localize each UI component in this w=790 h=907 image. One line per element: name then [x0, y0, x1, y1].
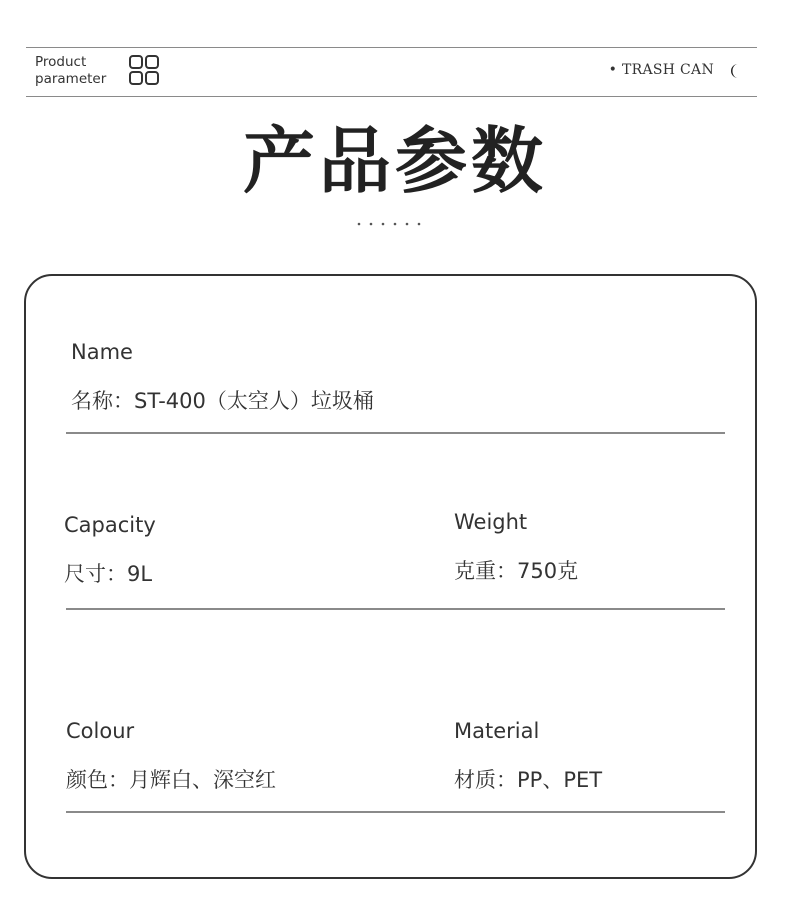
material-label: Material — [454, 719, 540, 743]
header-bottom-rule — [26, 96, 757, 97]
header-left-line1: Product — [35, 54, 87, 70]
moon-icon — [727, 62, 741, 80]
name-value: 名称：ST-400（太空人）垃圾桶 — [71, 389, 374, 413]
colour-separator — [66, 811, 725, 813]
colour-value: 颜色：月辉白、深空红 — [66, 768, 276, 792]
header-left-line2: parameter — [35, 71, 107, 87]
header-right-label: • TRASH CAN — [608, 62, 714, 78]
name-label: Name — [71, 340, 133, 364]
header-top-rule — [26, 47, 757, 48]
decor-dots — [355, 219, 425, 229]
weight-label: Weight — [454, 510, 528, 534]
name-separator — [66, 432, 725, 434]
header-left-label — [35, 54, 106, 88]
capacity-value: 尺寸：9L — [64, 562, 153, 586]
capacity-separator — [66, 608, 725, 610]
colour-label: Colour — [66, 719, 135, 743]
grid-icon — [129, 55, 160, 86]
page-title: 产品参数 — [242, 119, 547, 203]
weight-value: 克重：750克 — [454, 559, 579, 583]
material-value: 材质：PP、PET — [454, 768, 603, 792]
capacity-label: Capacity — [64, 513, 156, 537]
